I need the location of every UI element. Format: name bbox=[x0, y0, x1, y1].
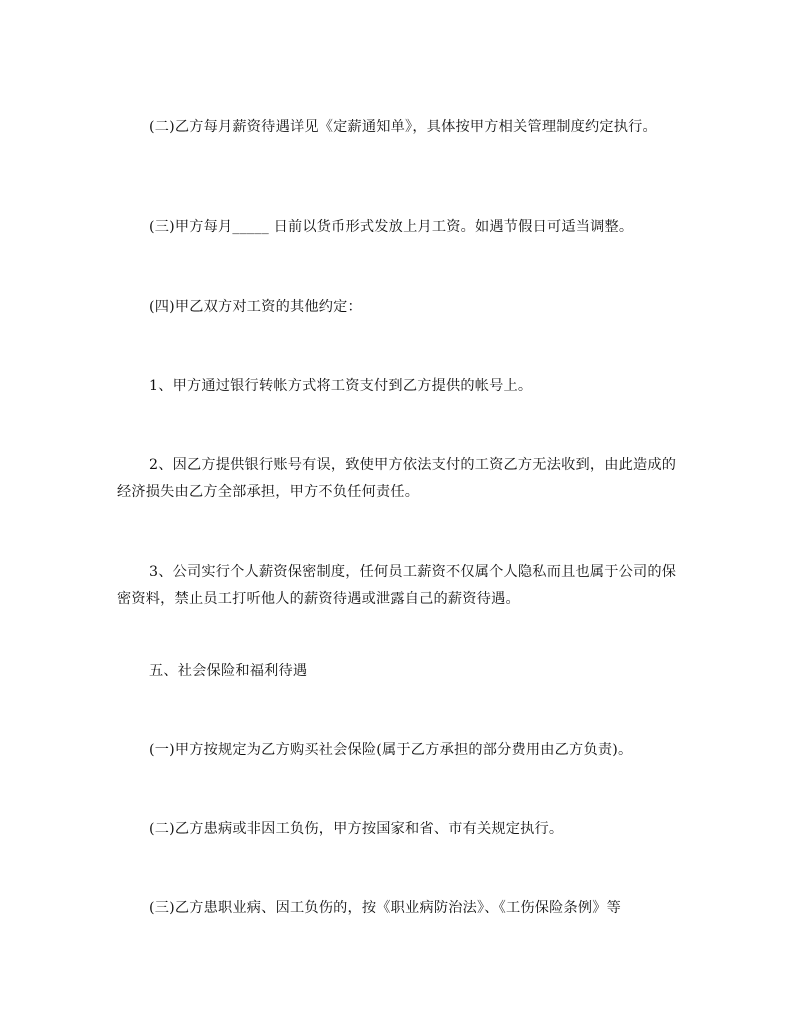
paragraph-salary-details: (二)乙方每月薪资待遇详见《定薪通知单》，具体按甲方相关管理制度约定执行。 bbox=[149, 119, 657, 135]
paragraph-account-error: 2、因乙方提供银行账号有误，致使甲方依法支付的工资乙方无法收到，由此造成的经济损失由乙方全部承担，甲方不负任何责任。 bbox=[117, 457, 677, 500]
paragraph-salary-confidentiality: 3、公司实行个人薪资保密制度，任何员工薪资不仅属个人隐私而且也属于公司的保密资料，禁止员工打听他人的薪资待遇或泄露自己的薪资待遇。 bbox=[117, 564, 677, 607]
paragraph-payday: (三)甲方每月_____ 日前以货币形式发放上月工资。如遇节假日可适当调整。 bbox=[149, 219, 634, 235]
paragraph-bank-transfer: 1、甲方通过银行转帐方式将工资支付到乙方提供的帐号上。 bbox=[149, 378, 533, 394]
paragraph-social-insurance-purchase: (一)甲方按规定为乙方购买社会保险(属于乙方承担的部分费用由乙方负责)。 bbox=[149, 742, 633, 758]
paragraph-other-salary-terms: (四)甲乙双方对工资的其他约定： bbox=[149, 299, 362, 315]
paragraph-occupational-disease: (三)乙方患职业病、因工负伤的，按《职业病防治法》、《工伤保险条例》等 bbox=[149, 900, 622, 916]
section-heading-social-insurance: 五、社会保险和福利待遇 bbox=[149, 663, 308, 679]
paragraph-illness-injury: (二)乙方患病或非因工负伤，甲方按国家和省、市有关规定执行。 bbox=[149, 821, 564, 837]
